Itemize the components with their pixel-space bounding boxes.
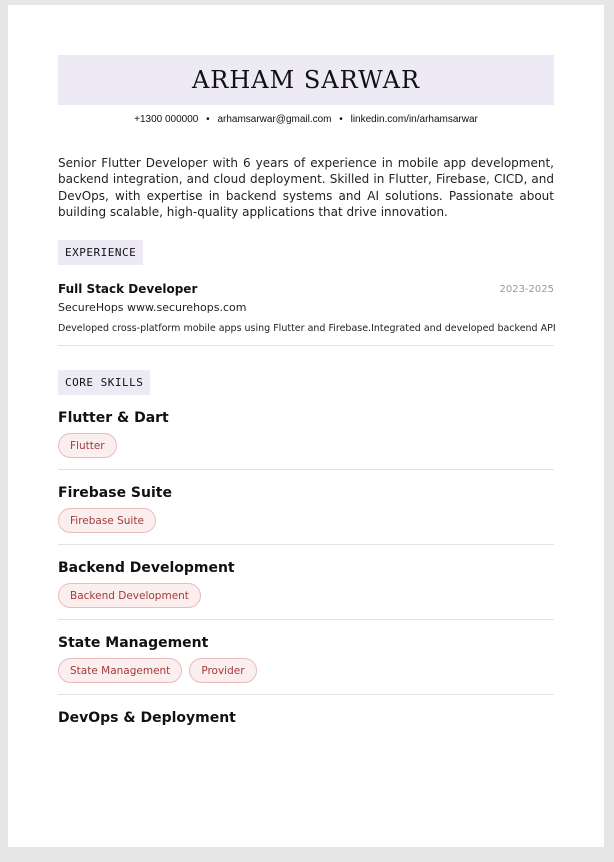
skill-tag: Provider <box>189 658 256 683</box>
job-dates: 2023-2025 <box>499 284 554 296</box>
job-description: Developed cross-platform mobile apps using Flutter and Firebase.Integrated and developed backend API <box>58 323 556 335</box>
job-company: SecureHops www.securehops.com <box>58 301 247 315</box>
contact-line <box>58 114 554 125</box>
skill-group <box>58 395 554 470</box>
experience-heading: EXPERIENCE <box>58 240 143 265</box>
skill-tag: Firebase Suite <box>58 508 156 533</box>
professional-summary: Senior Flutter Developer with 6 years of experience in mobile app development, backend integration, and cloud deployment. Skilled in Flutter, Firebase, CICD, and DevOps, with expertise in backend systems and AI solutions. Passionate about building scalable, high-quality applications that drive innovation. <box>58 156 554 219</box>
skill-tag: Backend Development <box>58 583 201 608</box>
name-banner <box>58 55 554 105</box>
core-skills-section <box>58 370 554 738</box>
email-address: arhamsarwar@gmail.com <box>217 114 332 125</box>
skill-tags <box>58 658 554 683</box>
skill-group-title: Firebase Suite <box>58 485 172 502</box>
linkedin-url: linkedin.com/in/arhamsarwar <box>350 114 478 125</box>
skill-group-title: State Management <box>58 635 209 652</box>
skill-group-title: Backend Development <box>58 560 235 577</box>
skill-group-title: Flutter & Dart <box>58 410 169 427</box>
skill-group <box>58 695 554 738</box>
skill-tags <box>58 433 554 458</box>
skill-group <box>58 470 554 545</box>
skill-group <box>58 545 554 620</box>
skill-tags <box>58 583 554 608</box>
skill-tag: Flutter <box>58 433 117 458</box>
skill-tags <box>58 508 554 533</box>
job-entry <box>58 282 554 346</box>
core-skills-heading: CORE SKILLS <box>58 370 150 395</box>
skill-group-title: DevOps & Deployment <box>58 710 236 727</box>
contact-separator: • <box>206 114 210 125</box>
resume-page <box>8 5 604 847</box>
skill-tag: State Management <box>58 658 182 683</box>
job-title: Full Stack Developer <box>58 282 198 297</box>
contact-separator: • <box>339 114 343 125</box>
phone-number: +1300 000000 <box>134 114 199 125</box>
candidate-name: ARHAM SARWAR <box>191 66 421 94</box>
experience-section <box>58 240 554 346</box>
skill-group <box>58 620 554 695</box>
resume-content <box>58 55 554 738</box>
